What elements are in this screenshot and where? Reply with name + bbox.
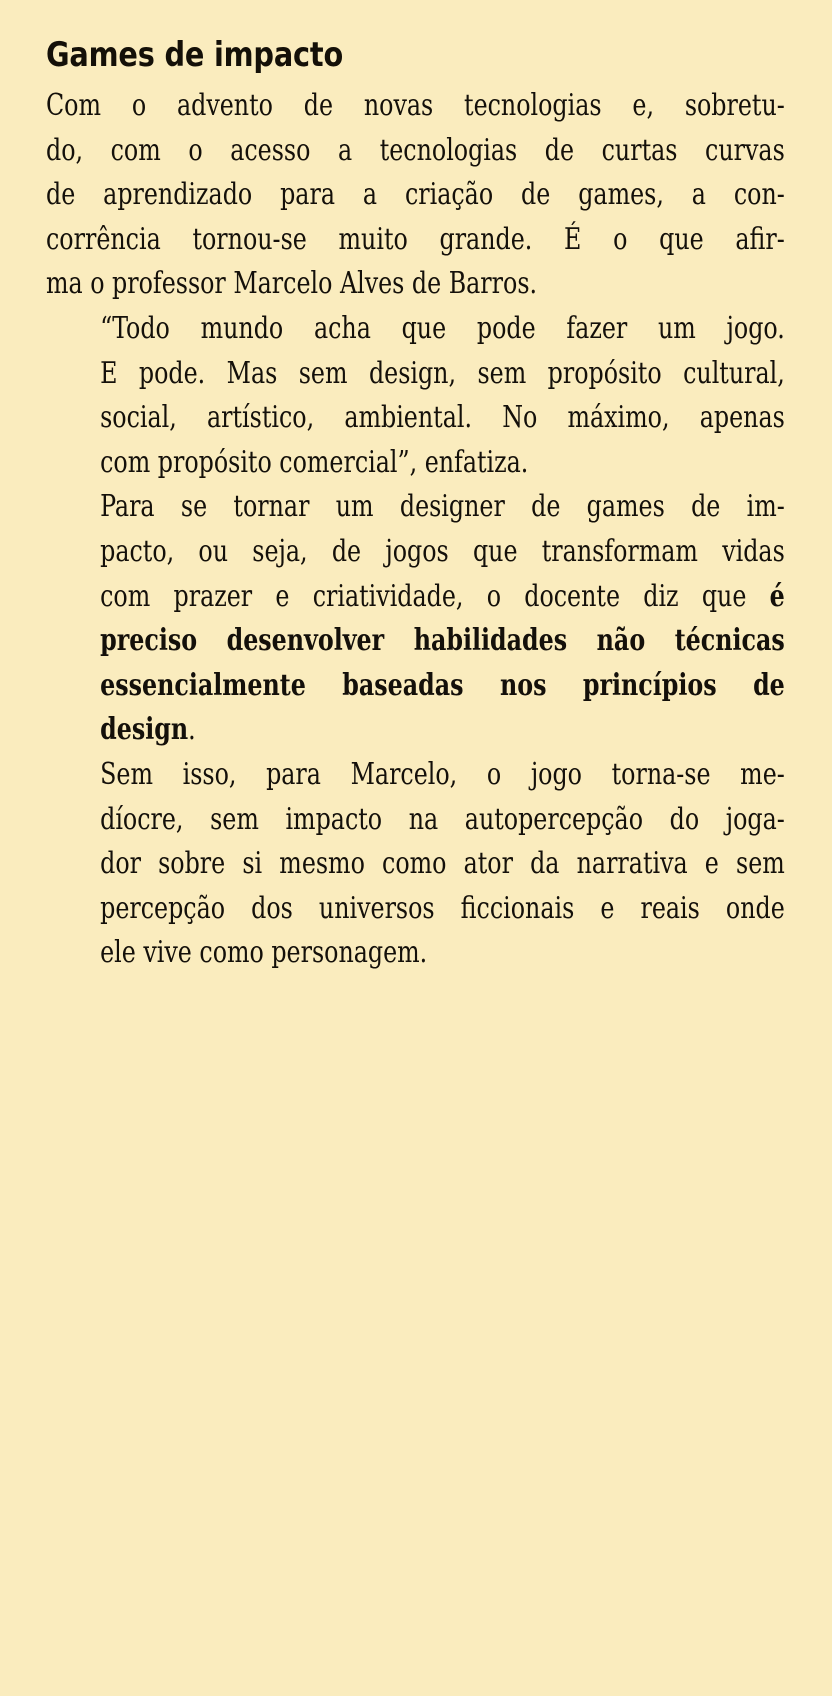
text-line: Para se tornar um designer de games de im- bbox=[100, 489, 785, 524]
emphasis-run: é bbox=[769, 577, 785, 613]
text-line: “Todo mundo acha que pode fazer um jogo. bbox=[100, 310, 785, 345]
text-line: de aprendizado para a criação de games, a con- bbox=[46, 177, 785, 212]
paragraph-4 bbox=[46, 752, 785, 975]
emphasis-line-end bbox=[46, 707, 785, 752]
text-line: dor sobre si mesmo como ator da narrativa e sem bbox=[100, 846, 785, 881]
text-run: com prazer e criatividade, o docente diz que bbox=[100, 578, 770, 613]
article-body bbox=[46, 83, 785, 975]
text-line: ele vive como personagem. bbox=[100, 935, 428, 970]
text-line: E pode. Mas sem design, sem propósito cultural, bbox=[100, 355, 785, 390]
text-line: ma o professor Marcelo Alves de Barros. bbox=[46, 266, 538, 301]
text-run: . bbox=[188, 712, 196, 747]
paragraph-1 bbox=[46, 83, 785, 306]
paragraph-3 bbox=[46, 484, 785, 752]
text-line: díocre, sem impacto na autopercepção do joga- bbox=[100, 801, 785, 836]
text-line: do, com o acesso a tecnologias de curtas curvas bbox=[46, 132, 785, 167]
text-line: social, artístico, ambiental. No máximo, apenas bbox=[100, 400, 785, 435]
paragraph-2 bbox=[46, 306, 785, 484]
emphasis-line: essencialmente baseadas nos princípios de bbox=[100, 666, 785, 702]
text-line-with-emphasis-start bbox=[46, 574, 785, 619]
emphasis-line: preciso desenvolver habilidades não técnicas bbox=[100, 622, 785, 658]
text-line: percepção dos universos ficcionais e reais onde bbox=[100, 890, 785, 925]
text-line: corrência tornou-se muito grande. É o que afir- bbox=[46, 221, 785, 256]
text-line: Com o advento de novas tecnologias e, sobretu- bbox=[46, 88, 785, 122]
text-line: pacto, ou seja, de jogos que transformam vidas bbox=[100, 533, 785, 568]
text-line: com propósito comercial”, enfatiza. bbox=[100, 444, 529, 479]
text-line: Sem isso, para Marcelo, o jogo torna-se me- bbox=[100, 756, 785, 791]
page-title: Games de impacto bbox=[46, 35, 344, 75]
emphasis-run: design bbox=[100, 711, 189, 747]
